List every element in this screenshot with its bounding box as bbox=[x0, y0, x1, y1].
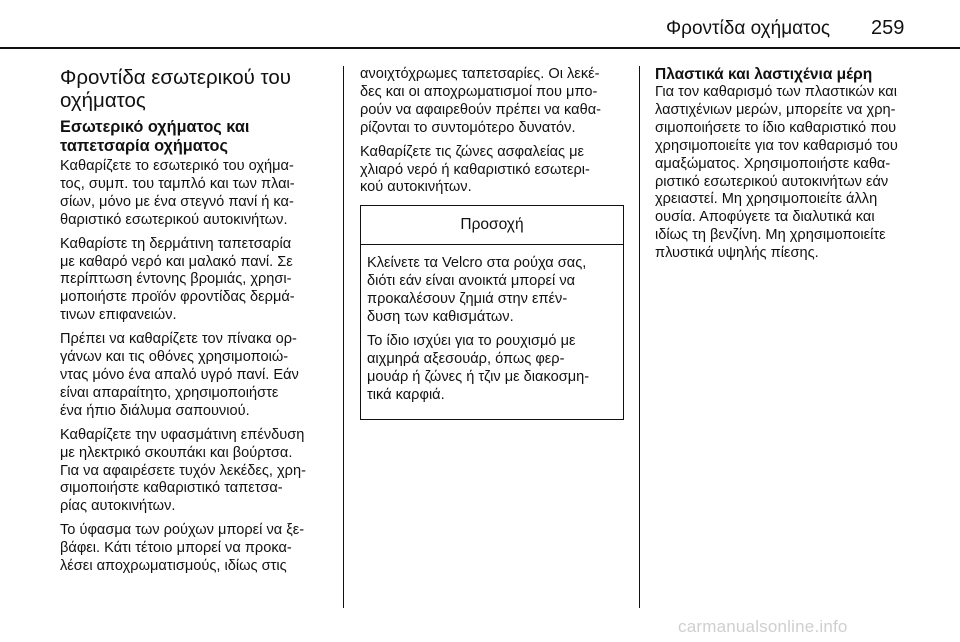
watermark: carmanualsonline.info bbox=[678, 617, 848, 636]
caution-heading: Προσοχή bbox=[361, 206, 623, 245]
section-title: Φροντίδα εσωτερικού του οχήματος bbox=[60, 66, 291, 112]
column-right bbox=[655, 66, 925, 269]
caution-box bbox=[360, 205, 624, 419]
column-middle bbox=[360, 66, 624, 420]
paragraph: Το ύφασμα των ρούχων μπορεί να ξε- βάφει. Κάτι τέτοιο μπορεί να προκα- λέσει αποχρωματισμούς, ιδίως στις bbox=[60, 522, 305, 575]
page-number: 259 bbox=[871, 17, 905, 39]
paragraph: Καθαρίζετε τις ζώνες ασφαλείας με χλιαρό νερό ή καθαριστικό εσωτερι- κού αυτοκινήτων. bbox=[360, 143, 590, 196]
subsection-title-plastics: Πλαστικά και λαστιχένια μέρη bbox=[655, 66, 873, 83]
subsection-title-interior: Εσωτερικό οχήματος και ταπετσαρία οχήματος bbox=[60, 118, 250, 155]
paragraph: Πρέπει να καθαρίζετε τον πίνακα ορ- γάνων και τις οθόνες χρησιμοποιώ- ντας μόνο ένα απαλό υγρό πανί. Εάν είναι απαραίτητο, χρησιμοποιήστε ένα ήπιο διάλυμα σαπουνιού. bbox=[60, 331, 299, 419]
header-rule bbox=[0, 47, 960, 49]
caution-body bbox=[361, 245, 623, 418]
column-left bbox=[60, 66, 328, 582]
column-divider bbox=[639, 66, 640, 608]
paragraph: Καθαρίζετε το εσωτερικό του οχήμα- τος, συμπ. του ταμπλό και των πλαι- σίων, μόνο με ένα στεγνό πανί ή κα- θαριστικό εσωτερικού αυτοκινήτων. bbox=[60, 158, 295, 228]
caution-paragraph: Το ίδιο ισχύει για το ρουχισμό με αιχμηρά αξεσουάρ, όπως φερ- μουάρ ή ζώνες ή τζιν με διακοσμη- τικά καρφιά. bbox=[367, 332, 590, 403]
paragraph: Για τον καθαρισμό των πλαστικών και λαστιχένιων μερών, μπορείτε να χρη- σιμοποιήσετε το ίδιο καθαριστικό που χρησιμοποιείτε για τον καθαρισμό του αμαξώματος. Χρησιμοποιήστε καθα- ριστικό εσωτερικού αυτοκινήτων εάν χρειαστεί. Μη χρησιμοποιείτε άλλη ουσία. Αποφύγετε τα διαλυτικά και ιδίως τη βενζίνη. Μη χρησιμοποιείτε πλυστικά υψηλής πίεσης. bbox=[655, 84, 898, 262]
paragraph: Καθαρίστε τη δερμάτινη ταπετσαρία με καθαρό νερό και μαλακό πανί. Σε περίπτωση έντονης βρομιάς, χρησι- μοποιήστε προϊόν φροντίδας δερμά- τινων επιφανειών. bbox=[60, 235, 295, 324]
caution-paragraph: Κλείνετε τα Velcro στα ρούχα σας, διότι εάν είναι ανοικτά μπορεί να προκαλέσουν ζημιά στην επέν- δυση των καθισμάτων. bbox=[367, 255, 587, 326]
running-header-title: Φροντίδα οχήματος bbox=[666, 18, 831, 39]
paragraph: Καθαρίζετε την υφασμάτινη επένδυση με ηλεκτρικό σκουπάκι και βούρτσα. Για να αφαιρέσετε τυχόν λεκέδες, χρη- σιμοποιήστε καθαριστικό ταπετσα- ρίας αυτοκινήτων. bbox=[60, 426, 306, 515]
paragraph: ανοιχτόχρωμες ταπετσαρίες. Οι λεκέ- δες και οι αποχρωματισμοί που μπο- ρούν να αφαιρεθούν πρέπει να καθα- ρίζονται το συντομότερο δυνατόν. bbox=[360, 66, 601, 136]
column-divider bbox=[343, 66, 344, 608]
page-header bbox=[0, 0, 960, 64]
